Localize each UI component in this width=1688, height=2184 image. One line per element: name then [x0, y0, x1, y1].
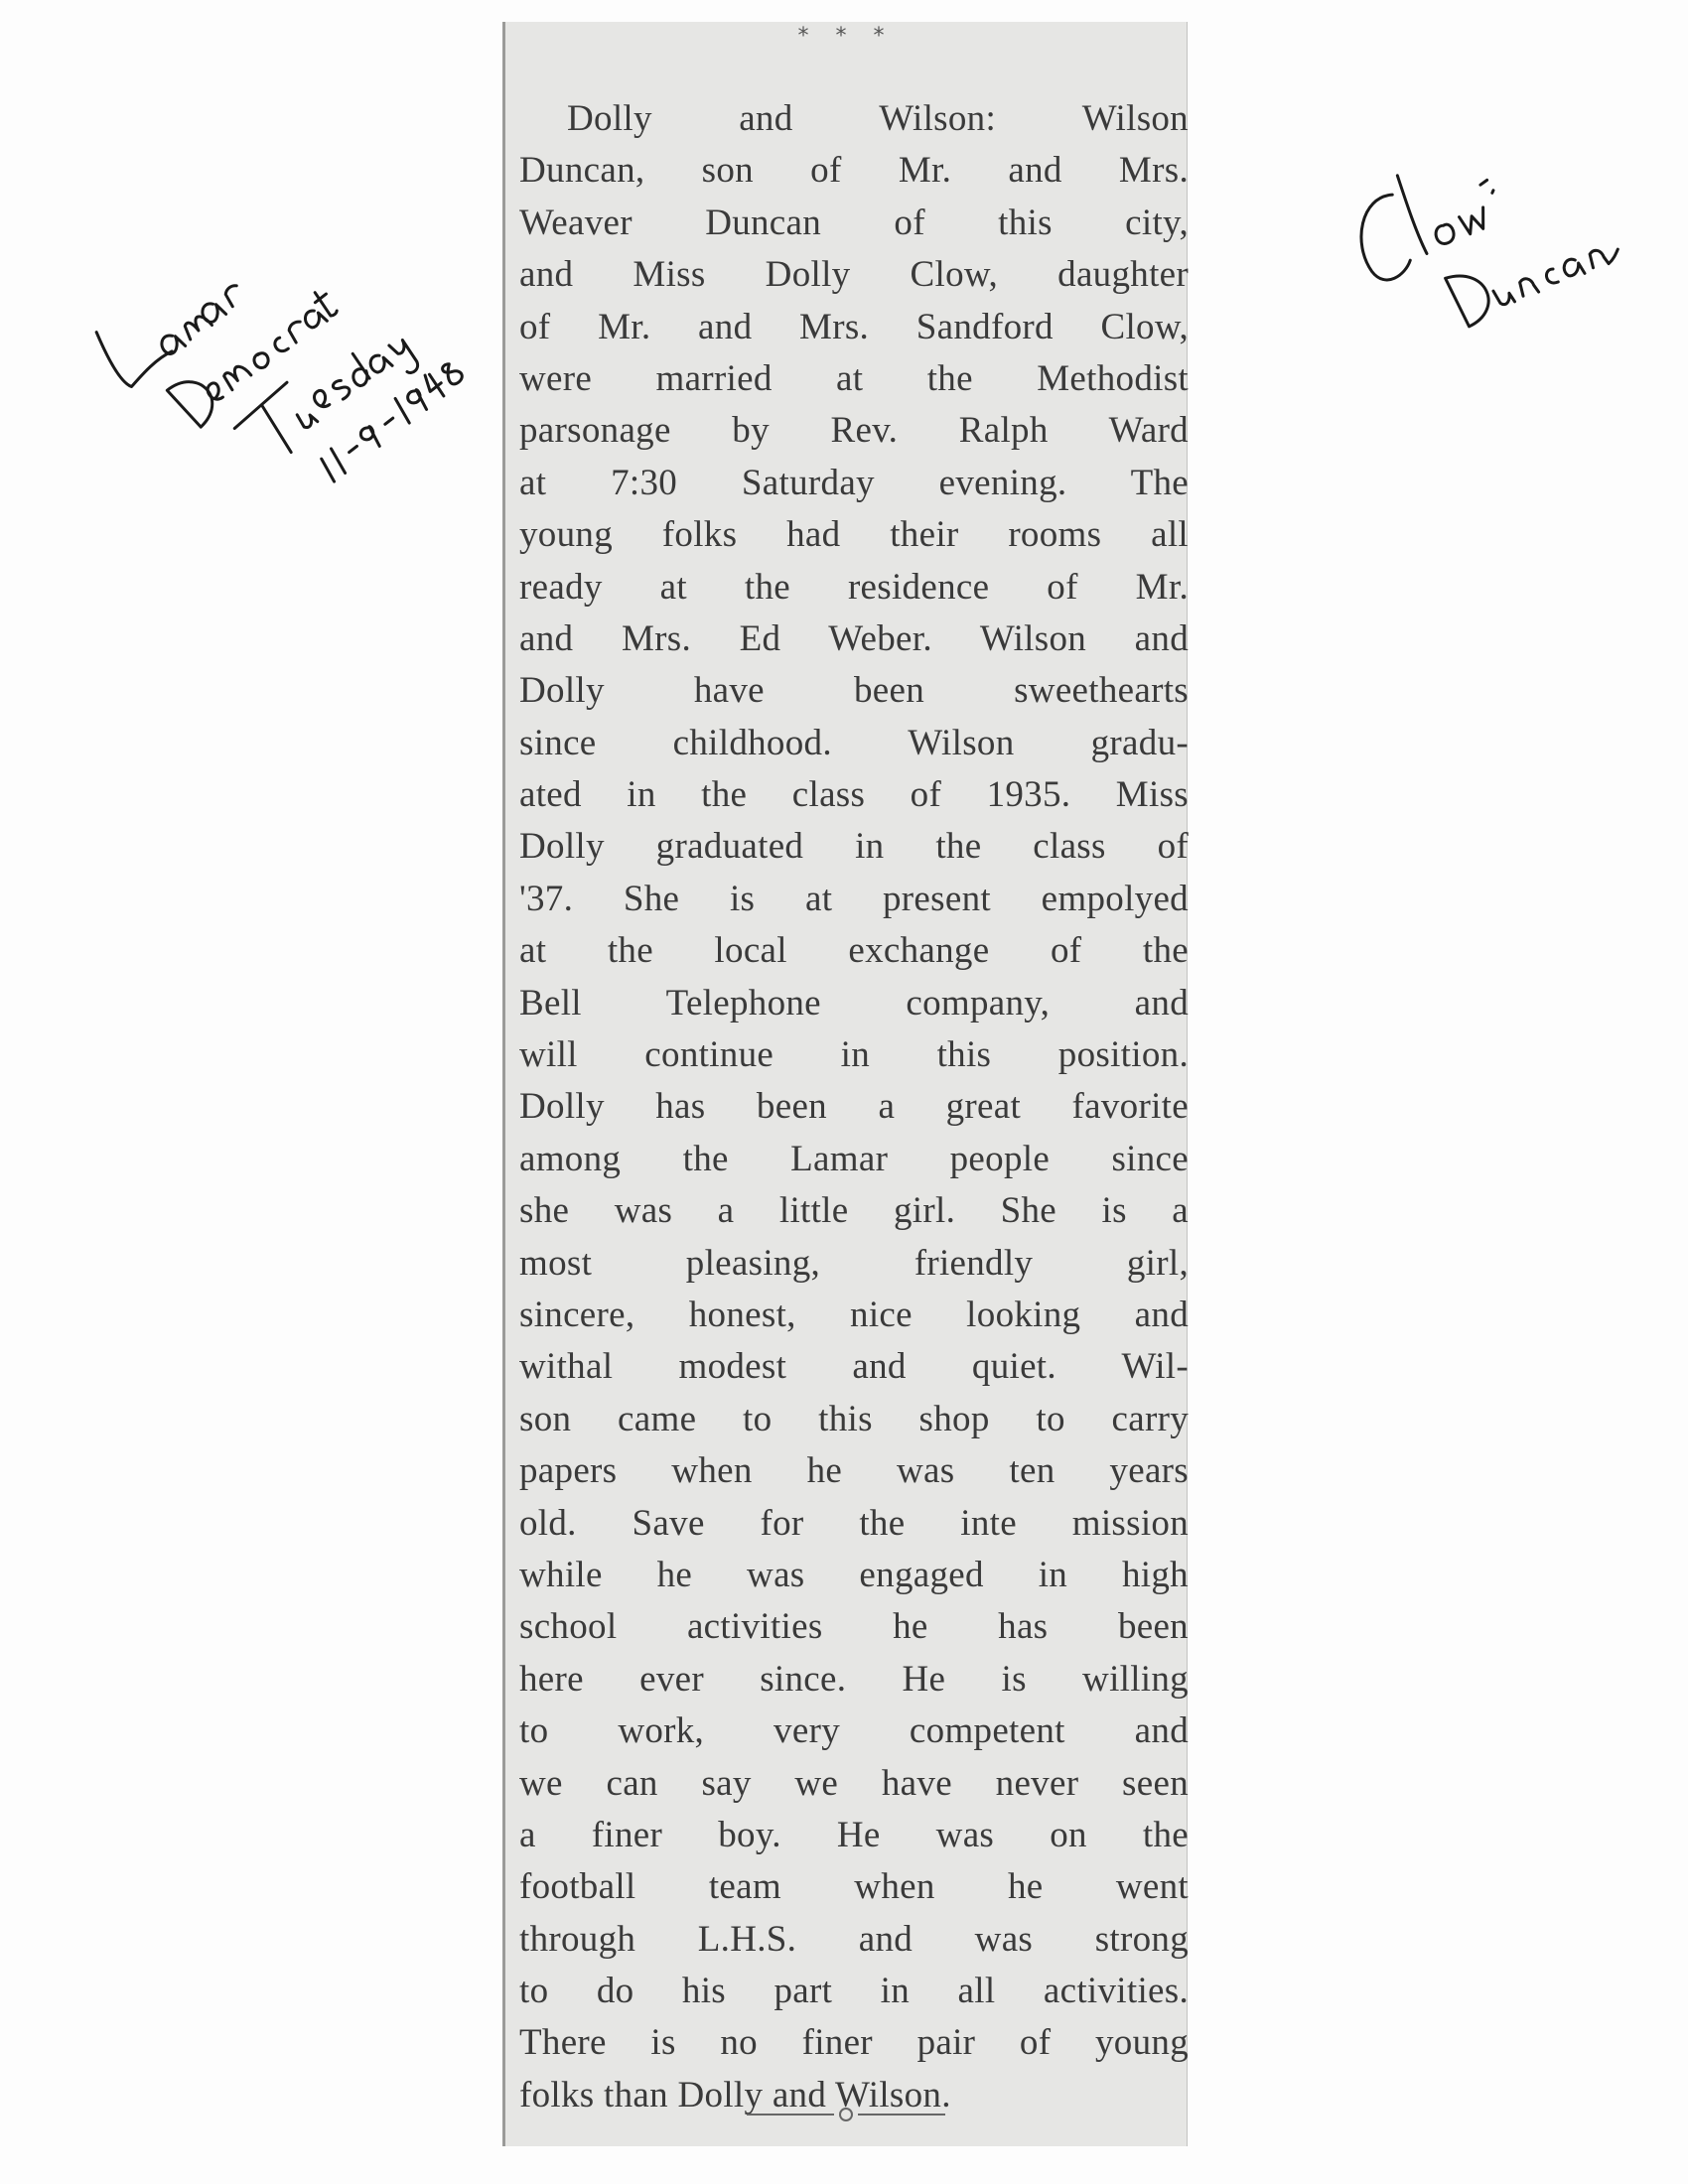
- article-line: Bell Telephone company, and: [519, 982, 1189, 1024]
- article-line: ated in the class of 1935. Miss: [519, 774, 1189, 816]
- article-line: young folks had their rooms all: [519, 514, 1189, 556]
- article-line: to do his part in all activities.: [519, 1971, 1189, 2012]
- end-of-article-rule: [505, 2105, 1187, 2124]
- handwriting-lamar-democrat: [60, 159, 496, 486]
- article-line: a finer boy. He was on the: [519, 1814, 1189, 1855]
- article-body: [519, 93, 1189, 2121]
- article-line: school activities he has been: [519, 1606, 1189, 1648]
- article-line: and Mrs. Ed Weber. Wilson and: [519, 617, 1189, 659]
- article-line: Weaver Duncan of this city,: [519, 202, 1189, 243]
- article-line: papers when he was ten years: [519, 1450, 1189, 1492]
- article-line: withal modest and quiet. Wil-: [519, 1346, 1189, 1388]
- article-line: were married at the Methodist: [519, 357, 1189, 399]
- article-line: son came to this shop to carry: [519, 1398, 1189, 1439]
- article-line: to work, very competent and: [519, 1710, 1189, 1752]
- article-line: Dolly and Wilson: Wilson: [567, 98, 1189, 139]
- article-line: '37. She is at present empolyed: [519, 878, 1189, 919]
- article-line: through L.H.S. and was strong: [519, 1918, 1189, 1960]
- article-line: at 7:30 Saturday evening. The: [519, 462, 1189, 503]
- article-line: among the Lamar people since: [519, 1138, 1189, 1179]
- end-rule-ornament: [737, 2105, 955, 2124]
- handwritten-surnames-note: [1321, 109, 1658, 347]
- article-line: will continue in this position.: [519, 1034, 1189, 1076]
- article-line: old. Save for the inte mission: [519, 1502, 1189, 1544]
- newspaper-clipping: [502, 22, 1188, 2146]
- article-line: we can say we have never seen: [519, 1762, 1189, 1804]
- article-line: most pleasing, friendly girl,: [519, 1242, 1189, 1284]
- article-line: and Miss Dolly Clow, daughter: [519, 254, 1189, 296]
- article-line: Dolly have been sweethearts: [519, 670, 1189, 712]
- article-line: here ever since. He is willing: [519, 1658, 1189, 1700]
- article-line: since childhood. Wilson gradu-: [519, 722, 1189, 763]
- article-line: at the local exchange of the: [519, 930, 1189, 972]
- article-line: parsonage by Rev. Ralph Ward: [519, 410, 1189, 452]
- article-line: folks than Dolly and Wilson.: [519, 2074, 951, 2116]
- article-line: of Mr. and Mrs. Sandford Clow,: [519, 306, 1189, 347]
- section-divider-ornament: * * *: [797, 24, 895, 49]
- article-line: she was a little girl. She is a: [519, 1190, 1189, 1232]
- article-line: ready at the residence of Mr.: [519, 566, 1189, 608]
- handwriting-clow-duncan: [1321, 109, 1658, 347]
- article-line: Duncan, son of Mr. and Mrs.: [519, 150, 1189, 192]
- article-line: while he was engaged in high: [519, 1554, 1189, 1595]
- article-line: football team when he went: [519, 1866, 1189, 1908]
- article-line: Dolly has been a great favorite: [519, 1086, 1189, 1128]
- article-line: Dolly graduated in the class of: [519, 826, 1189, 868]
- article-line: There is no finer pair of young: [519, 2022, 1189, 2064]
- handwritten-source-note: [60, 159, 496, 486]
- article-line: sincere, honest, nice looking and: [519, 1294, 1189, 1335]
